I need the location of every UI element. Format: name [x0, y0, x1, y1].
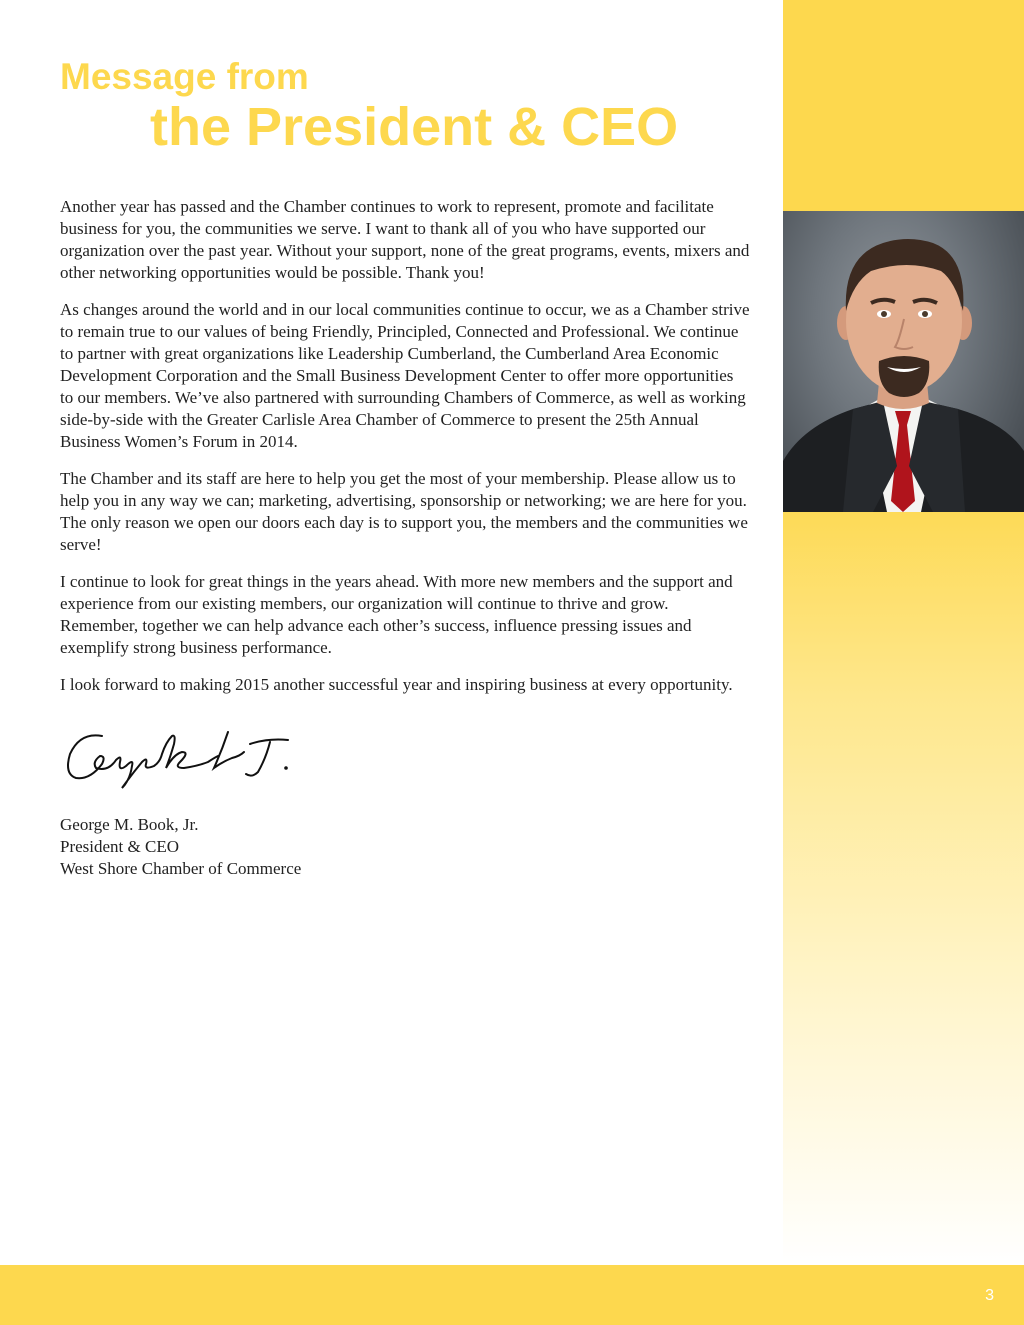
signer-organization: West Shore Chamber of Commerce — [60, 859, 302, 878]
paragraph: The Chamber and its staff are here to help you get the most of your membership. Please allow us to help you in any way we can; marketing, advertising, sponsorship or networking; we are here for you. The only reason we open our doors each day is to support you, the members and the communities we serve! — [60, 469, 748, 554]
title-line-message-from: Message from — [60, 56, 309, 97]
signature-icon — [62, 722, 302, 792]
signer-name: George M. Book, Jr. — [60, 815, 199, 834]
paragraph: Another year has passed and the Chamber continues to work to represent, promote and facilitate business for you, the communities we serve. I want to thank all of you who have supported our organization over the past year. Without your support, none of the great programs, events, mixers and other networking opportunities would be possible. Thank you! — [60, 197, 750, 282]
portrait-illustration — [783, 211, 1024, 512]
paragraph: I look forward to making 2015 another successful year and inspiring business at every opportunity. — [60, 675, 733, 694]
right-accent-band — [783, 0, 1024, 1265]
title-line-president-ceo: the President & CEO — [150, 97, 679, 157]
bottom-accent-band — [0, 1265, 1024, 1325]
paragraph: I continue to look for great things in the years ahead. With more new members and the support and experience from our existing members, our organization will continue to thrive and grow. Remember, together we can help advance each other’s success, influence pressing issues and exemplify strong business performance. — [60, 572, 733, 657]
sign-off-block — [60, 814, 301, 880]
letter-body — [60, 196, 750, 711]
signer-position: President & CEO — [60, 837, 179, 856]
president-portrait-photo — [783, 211, 1024, 512]
page-number: 3 — [985, 1287, 994, 1304]
paragraph: As changes around the world and in our local communities continue to occur, we as a Chamber strive to remain true to our values of being Friendly, Principled, Connected and Professional. We continue to partner with great organizations like Leadership Cumberland, the Cumberland Area Economic Development Corporation and the Small Business Development Center to offer more opportunities to our members. We’ve also partnered with surrounding Chambers of Commerce, as well as working side-by-side with the Greater Carlisle Area Chamber of Commerce to present the 25th Annual Business Women’s Forum in 2014. — [60, 300, 750, 451]
